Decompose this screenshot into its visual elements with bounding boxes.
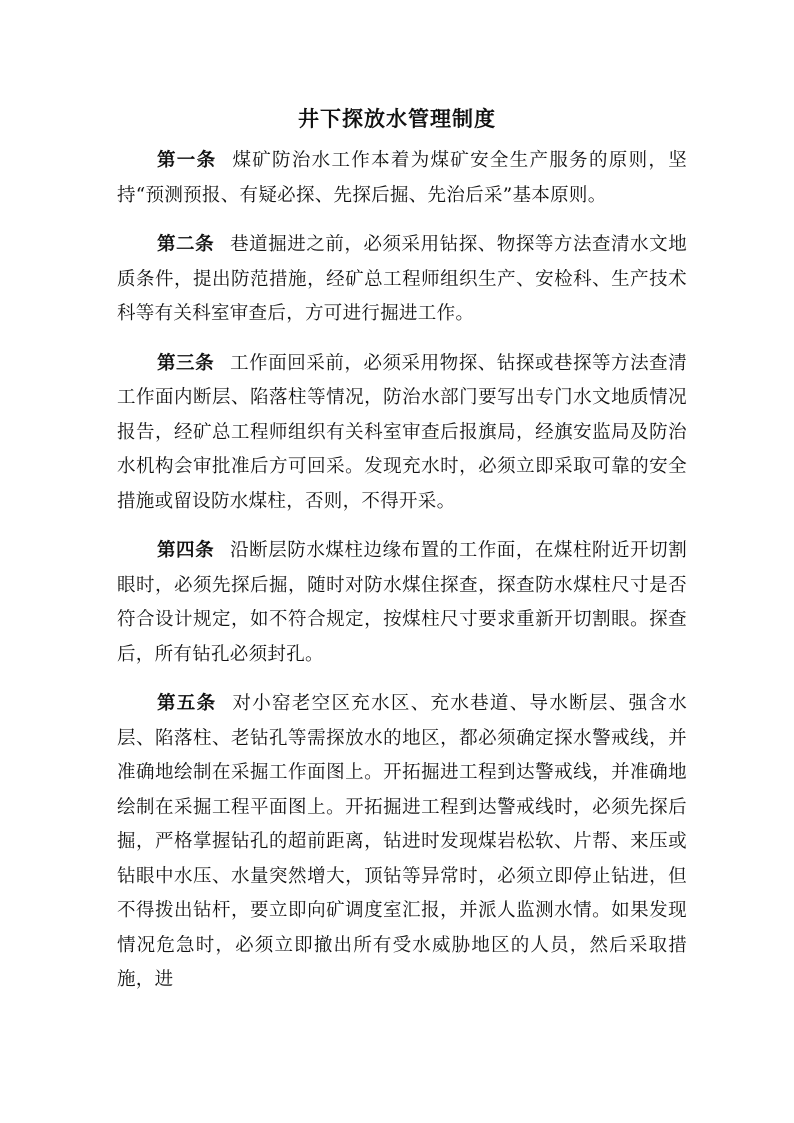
article-number: 第三条 <box>157 352 215 374</box>
article-text: 巷道掘进之前，必须采用钻探、物探等方法查清水文地质条件，提出防范措施，经矿总工程师组织生产、安检科、生产技术科等有关科室审查后，方可进行掘进工作。 <box>117 234 687 324</box>
article-text: 工作面回采前，必须采用物探、钻探或巷探等方法查清工作面内断层、陷落柱等情况，防治水部门要写出专门水文地质情况报告，经矿总工程师组织有关科室审查后报旗局，经旗安监局及防治水机构会审批准后方可回采。发现充水时，必须立即采取可靠的安全措施或留设防水煤柱，否则，不得开采。 <box>117 352 687 512</box>
article-4 <box>117 534 687 672</box>
article-5 <box>117 687 687 998</box>
article-2 <box>117 228 687 332</box>
article-text: 对小窑老空区充水区、充水巷道、导水断层、强含水层、陷落柱、老钻孔等需探放水的地区，都必须确定探水警戒线，并准确地绘制在采掘工作面图上。开拓掘进工程到达警戒线，并准确地绘制在采掘工程平面图上。开拓掘进工程到达警戒线时，必须先探后掘，严格掌握钻孔的超前距离，钻进时发现煤岩松软、片帮、来压或钻眼中水压、水量突然增大，顶钻等异常时，必须立即停止钻进，但不得拨出钻杆，要立即向矿调度室汇报，并派人监测水情。如果发现情况危急时，必须立即撤出所有受水威胁地区的人员，然后采取措施，进 <box>117 693 688 990</box>
article-1 <box>117 144 687 213</box>
document-body <box>117 144 687 998</box>
article-3 <box>117 347 687 520</box>
document-title: 井下探放水管理制度 <box>298 106 496 131</box>
article-text: 沿断层防水煤柱边缘布置的工作面，在煤柱附近开切割眼时，必须先探后掘，随时对防水煤住探查，探查防水煤柱尺寸是否符合设计规定，如不符合规定，按煤柱尺寸要求重新开切割眼。探查后，所有钻孔必须封孔。 <box>117 540 687 665</box>
article-text: 煤矿防治水工作本着为煤矿安全生产服务的原则，坚持“预测预报、有疑必探、先探后掘、先治后采”基本原则。 <box>117 150 688 206</box>
article-number: 第五条 <box>157 693 217 714</box>
article-number: 第一条 <box>157 150 217 171</box>
article-number: 第二条 <box>157 234 215 255</box>
article-number: 第四条 <box>157 540 215 561</box>
